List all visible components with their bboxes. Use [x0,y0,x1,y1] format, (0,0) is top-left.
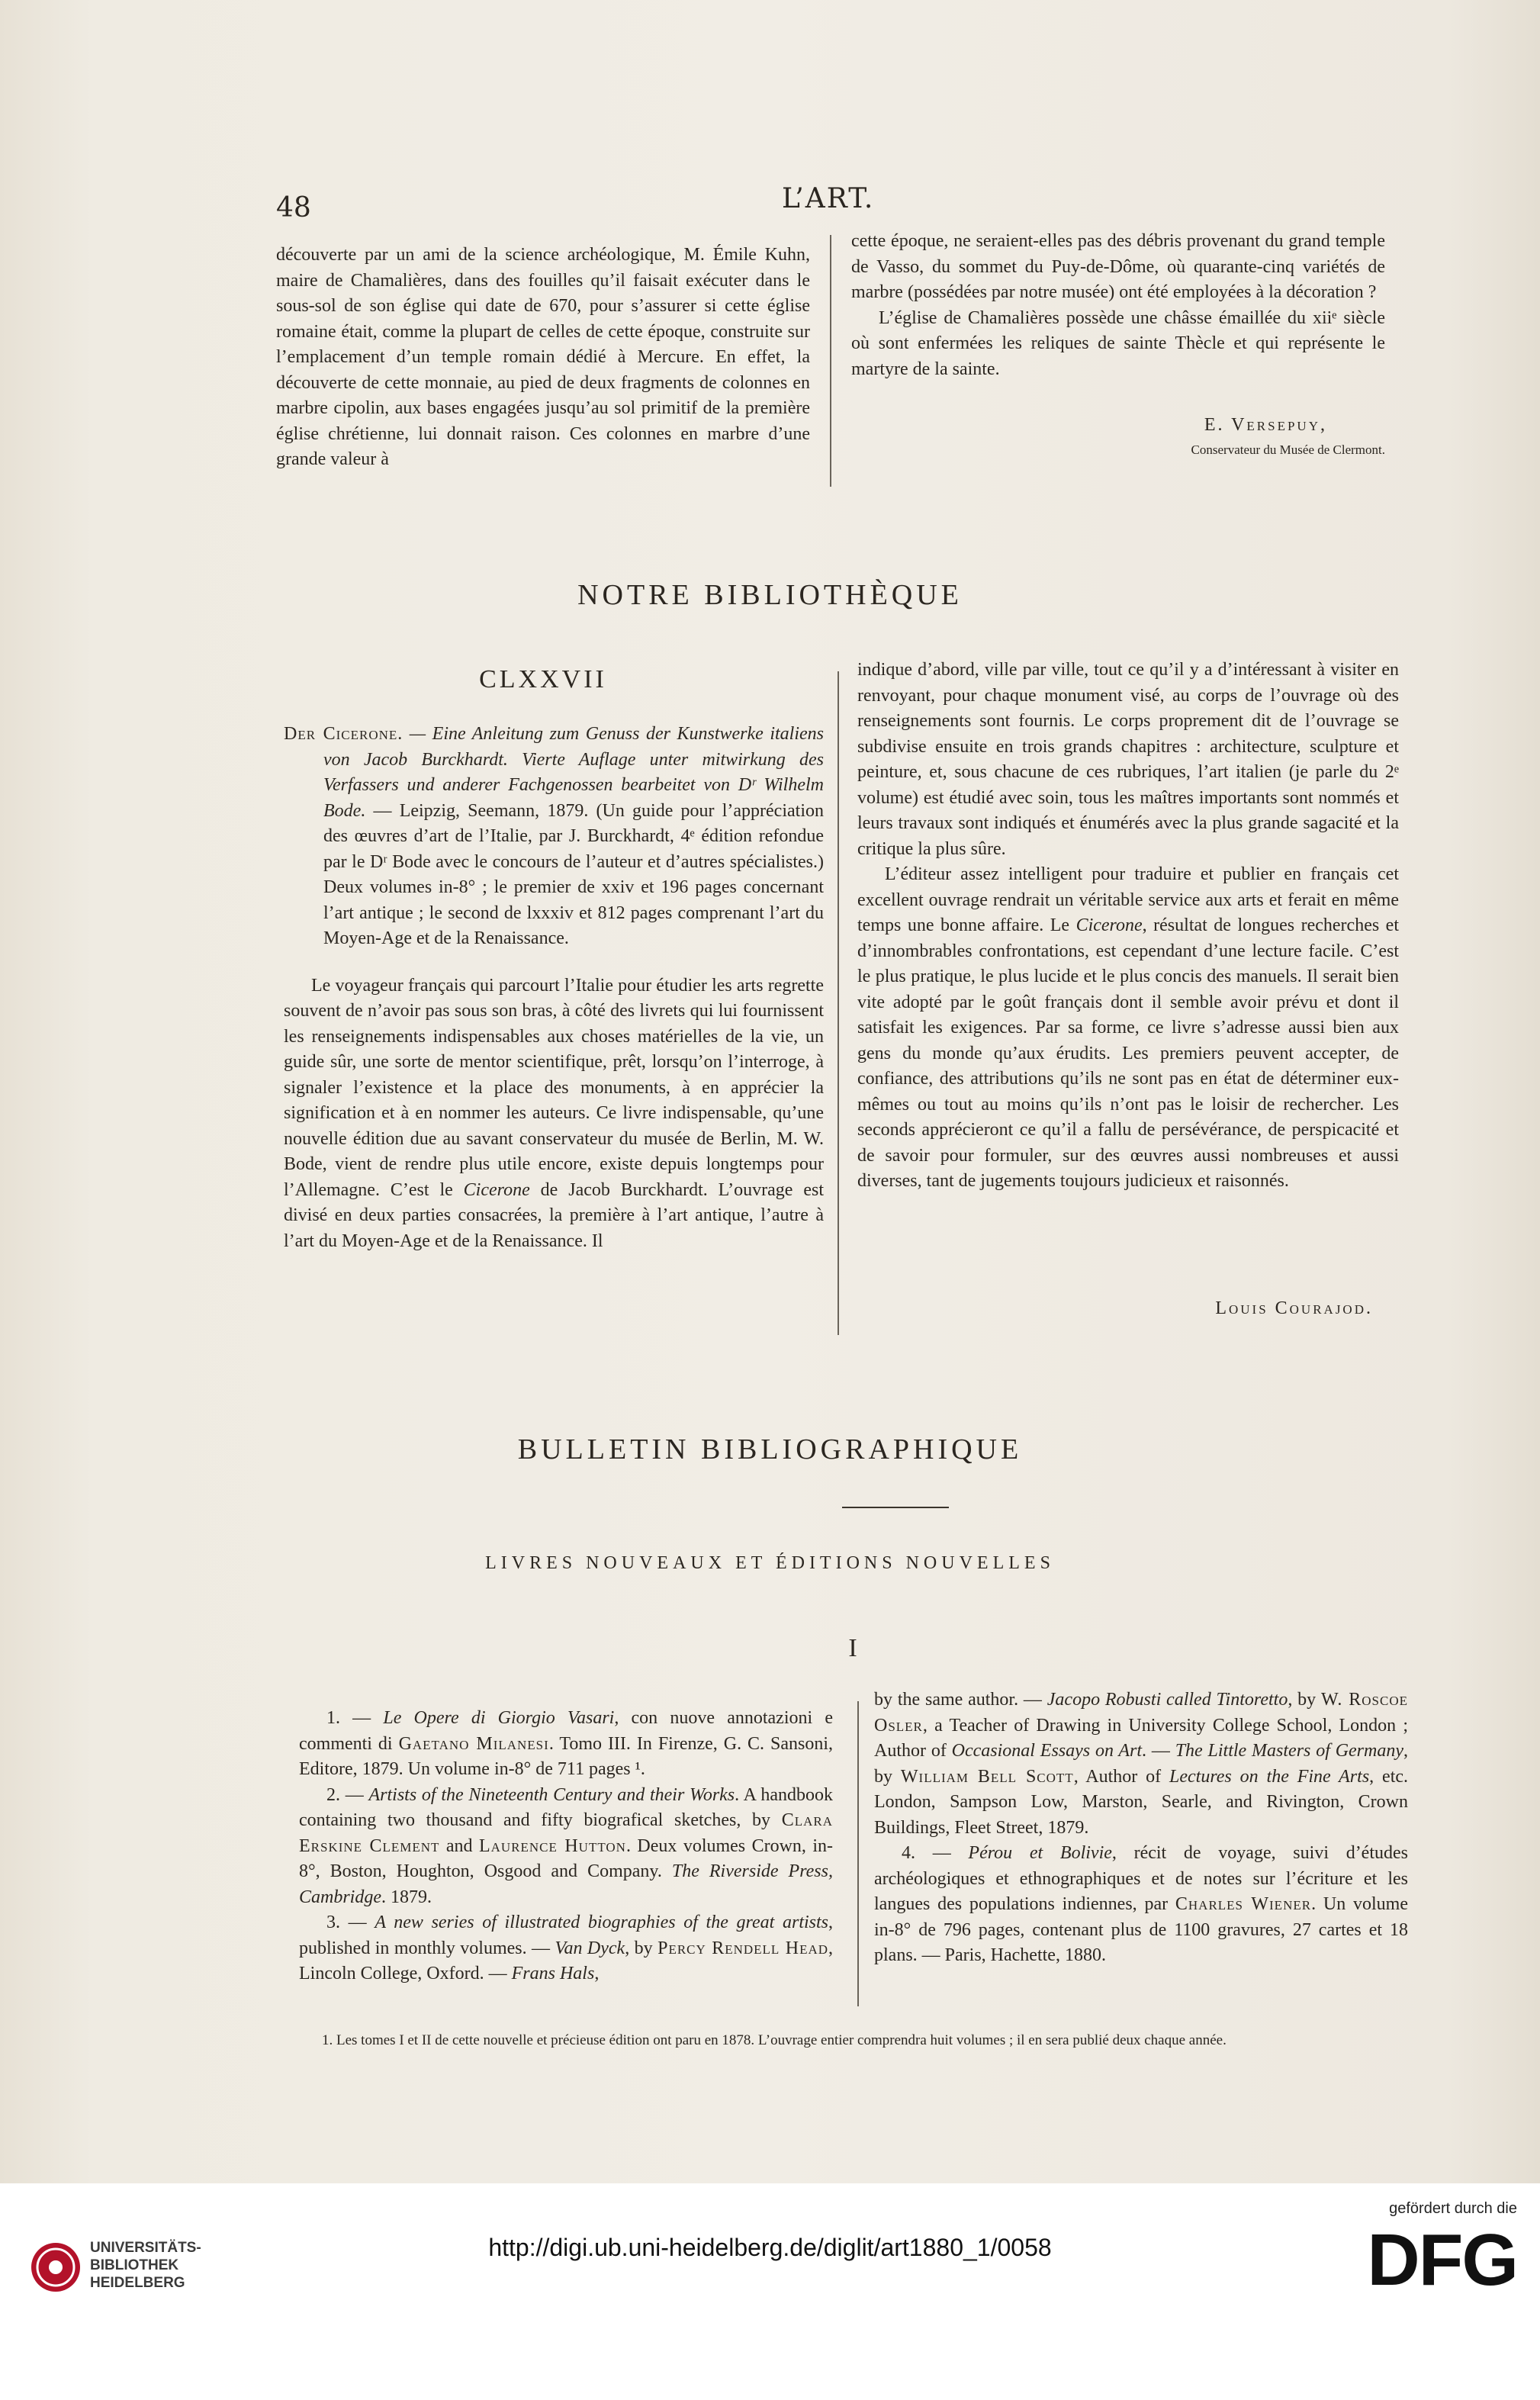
column-rule [857,1701,859,2006]
section-title: NOTRE BIBLIOTHÈQUE [577,579,963,611]
top-right-column [851,229,1385,382]
bibliotheque-right-column [857,658,1399,1195]
list-number: I [848,1634,860,1662]
column-rule [830,235,831,487]
book-details: — Leipzig, Seemann, 1879. (Un guide pour l’appréciation des œuvres d’art de l’Italie, par J. Burckhardt, 4ᵉ édition refondue par le Dʳ Bode avec le concours de l’auteur et d’autres spécialistes.) Deux volumes in-8° ; le premier de xxiv et 196 pages concernant l’art antique ; le second de lxxxiv et 812 pages comprenant l’art du Moyen-Age et de la Renaissance. [323,800,824,948]
viewer-footer [0,2183,1540,2400]
review-number: CLXXVII [479,665,607,693]
paragraph: cette époque, ne seraient-elles pas des débris provenant du grand temple de Vasso, du sommet du Puy-de-Dôme, où quarante-cinq variétés de marbre (possédées par notre musée) ont été employées à la décoration ? [851,231,1385,302]
list-item: 4. — Pérou et Bolivie, récit de voyage, suivi d’études archéologiques et ethnographiques et de notes sur l’écriture et les langues des populations indiennes, par Charles Wiener. Un volume in-8° de 796 pages, contenant plus de 1100 gravures, 27 cartes et 18 plans. — Paris, Hachette, 1880. [874,1843,1408,1965]
section-title: BULLETIN BIBLIOGRAPHIQUE [517,1433,1023,1465]
permalink-url[interactable]: http://digi.ub.uni-heidelberg.de/diglit/art1880_1/0058 [488,2234,1052,2261]
university-name[interactable]: UNIVERSITÄTS- BIBLIOTHEK HEIDELBERG [90,2240,201,2291]
list-item: 1. — Le Opere di Giorgio Vasari, con nuove annotazioni e commenti di Gaetano Milanesi. Tomo III. In Firenze, G. C. Sansoni, Editore, 1879. Un volume in-8° de 711 pages ¹. [299,1708,834,1779]
list-item: by the same author. — Jacopo Robusti called Tintoretto, by W. Roscoe Osler, a Teacher of Drawing in University College School, London ; Author of Occasional Essays on Art. — The Little Masters of Germany, by William Bell Scott, Author of Lectures on the Fine Arts, etc. London, Sampson Low, Marston, Searle, and Rivington, Crown Buildings, Fleet Street, 1879. [874,1690,1409,1838]
bibliotheque-left-column [284,722,824,1254]
column-rule [838,671,839,1335]
list-item: 3. — A new series of illustrated biographies of the great artists, published in monthly volumes. — Van Dyck, by Percy Rendell Head, Lincoln College, Oxford. — Frans Hals, [299,1913,834,1983]
book-title: — Eine Anleitung zum Genuss der Kunstwerke italiens von Jacob Burckhardt. Vierte Auflage unter mitwirkung des Verfassers und anderer Fachgenossen bearbeitet von Dʳ Wilhelm Bode. [323,724,825,821]
running-title: L’ART. [782,183,875,214]
section-subtitle: LIVRES NOUVEAUX ET ÉDITIONS NOUVELLES [485,1553,1055,1573]
paragraph: Le voyageur français qui parcourt l’Italie pour étudier les arts regrette souvent de n’avoir pas sous son bras, à côté des livrets qui lui fournissent les renseignements indispensables aux choses matérielles de la vie, un guide sûr, une sorte de mentor scientifique, prêt, lorsqu’on l’interroge, à signaler l’existence et la place des monuments, à en apprécier la signification et à en nommer les auteurs. Ce livre indispensable, qu’une nouvelle édition due au savant conservateur du musée de Berlin, M. W. Bode, vient de rendre plus utile encore, existe depuis longtemps pour l’Allemagne. C’est le Cicerone de Jacob Burckhardt. L’ouvrage est divisé en deux parties consacrées, la première à l’art antique, l’autre à l’art du Moyen-Age et de la Renaissance. Il [284,975,824,1251]
author-affiliation: Conservateur du Musée de Clermont. [1191,442,1385,457]
title-rule [842,1507,949,1508]
author-signature: E. Versepuy, [1204,415,1327,435]
top-left-column [276,243,810,473]
funding-label: gefördert durch die [1389,2200,1517,2217]
dfg-logo[interactable]: DFG [1367,2219,1517,2301]
bulletin-right-column [874,1687,1408,1969]
page-number: 48 [276,192,311,224]
list-item: 2. — Artists of the Nineteenth Century and their Works. A handbook containing two thousand and fifty biografical sketches, by Clara Erskine Clement and Laurence Hutton. Deux volumes Crown, in-8°, Boston, Houghton, Osgood and Company. The Riverside Press, Cambridge. 1879. [299,1784,834,1907]
bulletin-left-column [299,1706,833,1987]
book-entry [284,722,824,952]
paragraph: L’église de Chamalières possède une châsse émaillée du xiiᵉ siècle où sont enfermées les reliques de sainte Thècle et qui représente le martyre de la sainte. [851,307,1385,379]
paragraph: L’éditeur assez intelligent pour traduire et publier en français cet excellent ouvrage rendrait un véritable service aux arts et ferait en même temps une bonne affaire. Le Cicerone, résultat de longues recherches et d’innombrables confrontations, est cependant d’une lecture facile. C’est le plus pratique, le plus lucide et le plus concis des manuels. Il serait bien vite adopté par le goût français dont il semble avoir prévu et dont il satisfait les exigences. Par sa forme, ce livre s’adresse aussi bien aux gens du monde qu’aux érudits. Les premiers peuvent accepter, de confiance, des attributions qu’ils ne sont pas en état de déterminer eux-mêmes ou tout au moins qu’ils n’ont pas le loisir de rechercher. Les seconds apprécieront ce qu’il a fallu de persévérance, de perspicacité et de savoir pour formuler, sur des œuvres aussi nombreuses et aussi diverses, tant de jugements toujours judicieux et raisonnés. [857,864,1399,1191]
footnote: 1. Les tomes I et II de cette nouvelle et précieuse édition ont paru en 1878. L’ouvrage entier comprendra huit volumes ; il en sera publié deux chaque année. [322,2032,1227,2048]
paragraph: indique d’abord, ville par ville, tout ce qu’il y a d’intéressant à visiter en renvoyant, pour chaque monument visé, au corps de l’ouvrage où des renseignements sont fournis. Le corps proprement dit de l’ouvrage se subdivise ensuite en trois grands chapitres : architecture, sculpture et peinture, et, sous chacune de ces rubriques, l’art italien (je parle du 2ᵉ volume) est étudié avec soin, tous les maîtres importants sont nommés et leurs travaux sont indiqués et énumérés avec la plus grande sagacité et la critique la plus sûre. [857,660,1399,859]
review-signature: Louis Courajod. [1215,1298,1373,1318]
book-author: Der Cicerone. [284,724,403,744]
paragraph: découverte par un ami de la science archéologique, M. Émile Kuhn, maire de Chamalières, dans des fouilles qu’il faisait exécuter dans le sous-sol de son église qui date de 670, pour s’assurer si cette église romaine était, comme la plupart de celles de cette époque, construite sur l’emplacement d’un temple romain dédié à Mercure. En effet, la découverte de cette monnaie, au pied de deux fragments de colonnes en marbre cipolin, aux bases engagées jusqu’au sol primitif de la première église chrétienne, lui donnait raison. Ces colonnes en marbre d’une grande valeur à [276,245,810,469]
